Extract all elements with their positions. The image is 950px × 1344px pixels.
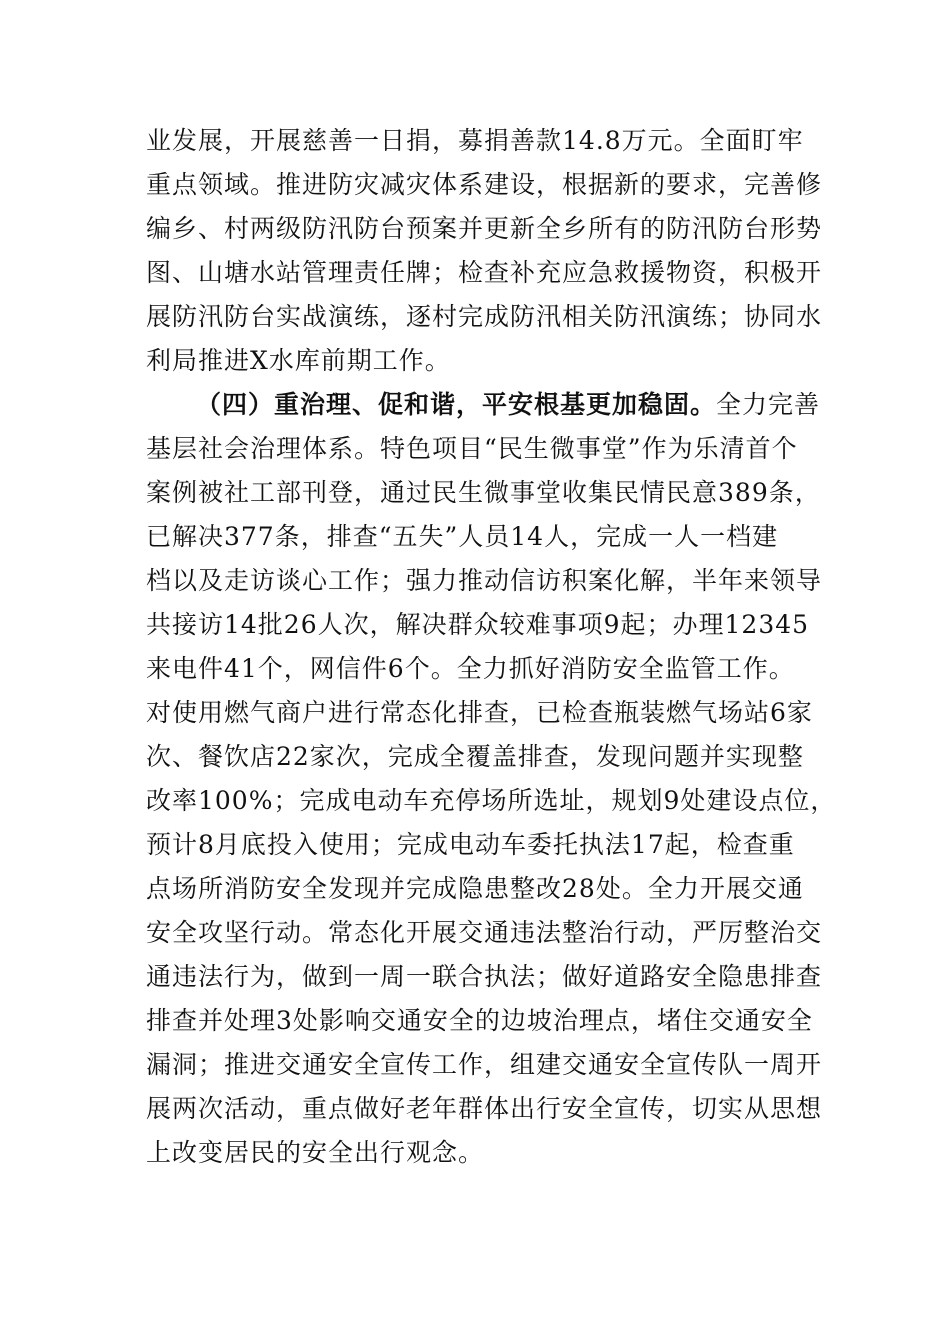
text-line: 展两次活动，重点做好老年群体出行安全宣传，切实从思想 xyxy=(146,1094,823,1123)
text-line: 展防汛防台实战演练，逐村完成防汛相关防汛演练；协同水 xyxy=(146,302,823,331)
text-line: 排查并处理3处影响交通安全的边坡治理点，堵住交通安全 xyxy=(146,1006,813,1035)
text-line: 改率100%；完成电动车充停场所选址，规划9处建设点位， xyxy=(146,786,837,815)
section-heading: （四）重治理、促和谐，平安根基更加稳固。 xyxy=(196,390,717,419)
text-line: 图、山塘水站管理责任牌；检查补充应急救援物资，积极开 xyxy=(146,258,823,287)
paragraph-2 xyxy=(146,383,837,1175)
paragraph-1 xyxy=(146,119,826,383)
text-line: 编乡、村两级防汛防台预案并更新全乡所有的防汛防台形势 xyxy=(146,214,823,243)
text-line: 安全攻坚行动。常态化开展交通违法整治行动，严厉整治交 xyxy=(146,918,823,947)
text-line: 来电件41个，网信件6个。全力抓好消防安全监管工作。 xyxy=(146,654,795,683)
text-line: 案例被社工部刊登，通过民生微事堂收集民情民意389条， xyxy=(146,478,821,507)
text-line: 共接访14批26人次，解决群众较难事项9起；办理12345 xyxy=(146,610,810,639)
text-line: 对使用燃气商户进行常态化排查，已检查瓶装燃气场站6家 xyxy=(146,698,813,727)
text-line-with-heading xyxy=(146,383,826,427)
text-line: 漏洞；推进交通安全宣传工作，组建交通安全宣传队一周开 xyxy=(146,1050,823,1079)
text-line: 业发展，开展慈善一日捐，募捐善款14.8万元。全面盯牢 xyxy=(146,126,804,155)
text-line: 档以及走访谈心工作；强力推动信访积案化解，半年来领导 xyxy=(146,566,823,595)
heading-line-rest: 全力完善 xyxy=(716,390,821,419)
text-line: 通违法行为，做到一周一联合执法；做好道路安全隐患排查 xyxy=(146,962,823,991)
text-line: 重点领域。推进防灾减灾体系建设，根据新的要求，完善修 xyxy=(146,170,823,199)
document-body xyxy=(146,119,837,1175)
text-line: 已解决377条，排查“五失”人员14人，完成一人一档建 xyxy=(146,522,779,551)
text-line: 基层社会治理体系。特色项目“民生微事堂”作为乐清首个 xyxy=(146,434,798,463)
text-line: 次、餐饮店22家次，完成全覆盖排查，发现问题并实现整 xyxy=(146,742,804,771)
text-line: 点场所消防安全发现并完成隐患整改28处。全力开展交通 xyxy=(146,874,804,903)
text-line: 预计8月底投入使用；完成电动车委托执法17起，检查重 xyxy=(146,830,795,859)
text-line: 利局推进X水库前期工作。 xyxy=(146,346,451,375)
text-line: 上改变居民的安全出行观念。 xyxy=(146,1138,485,1167)
